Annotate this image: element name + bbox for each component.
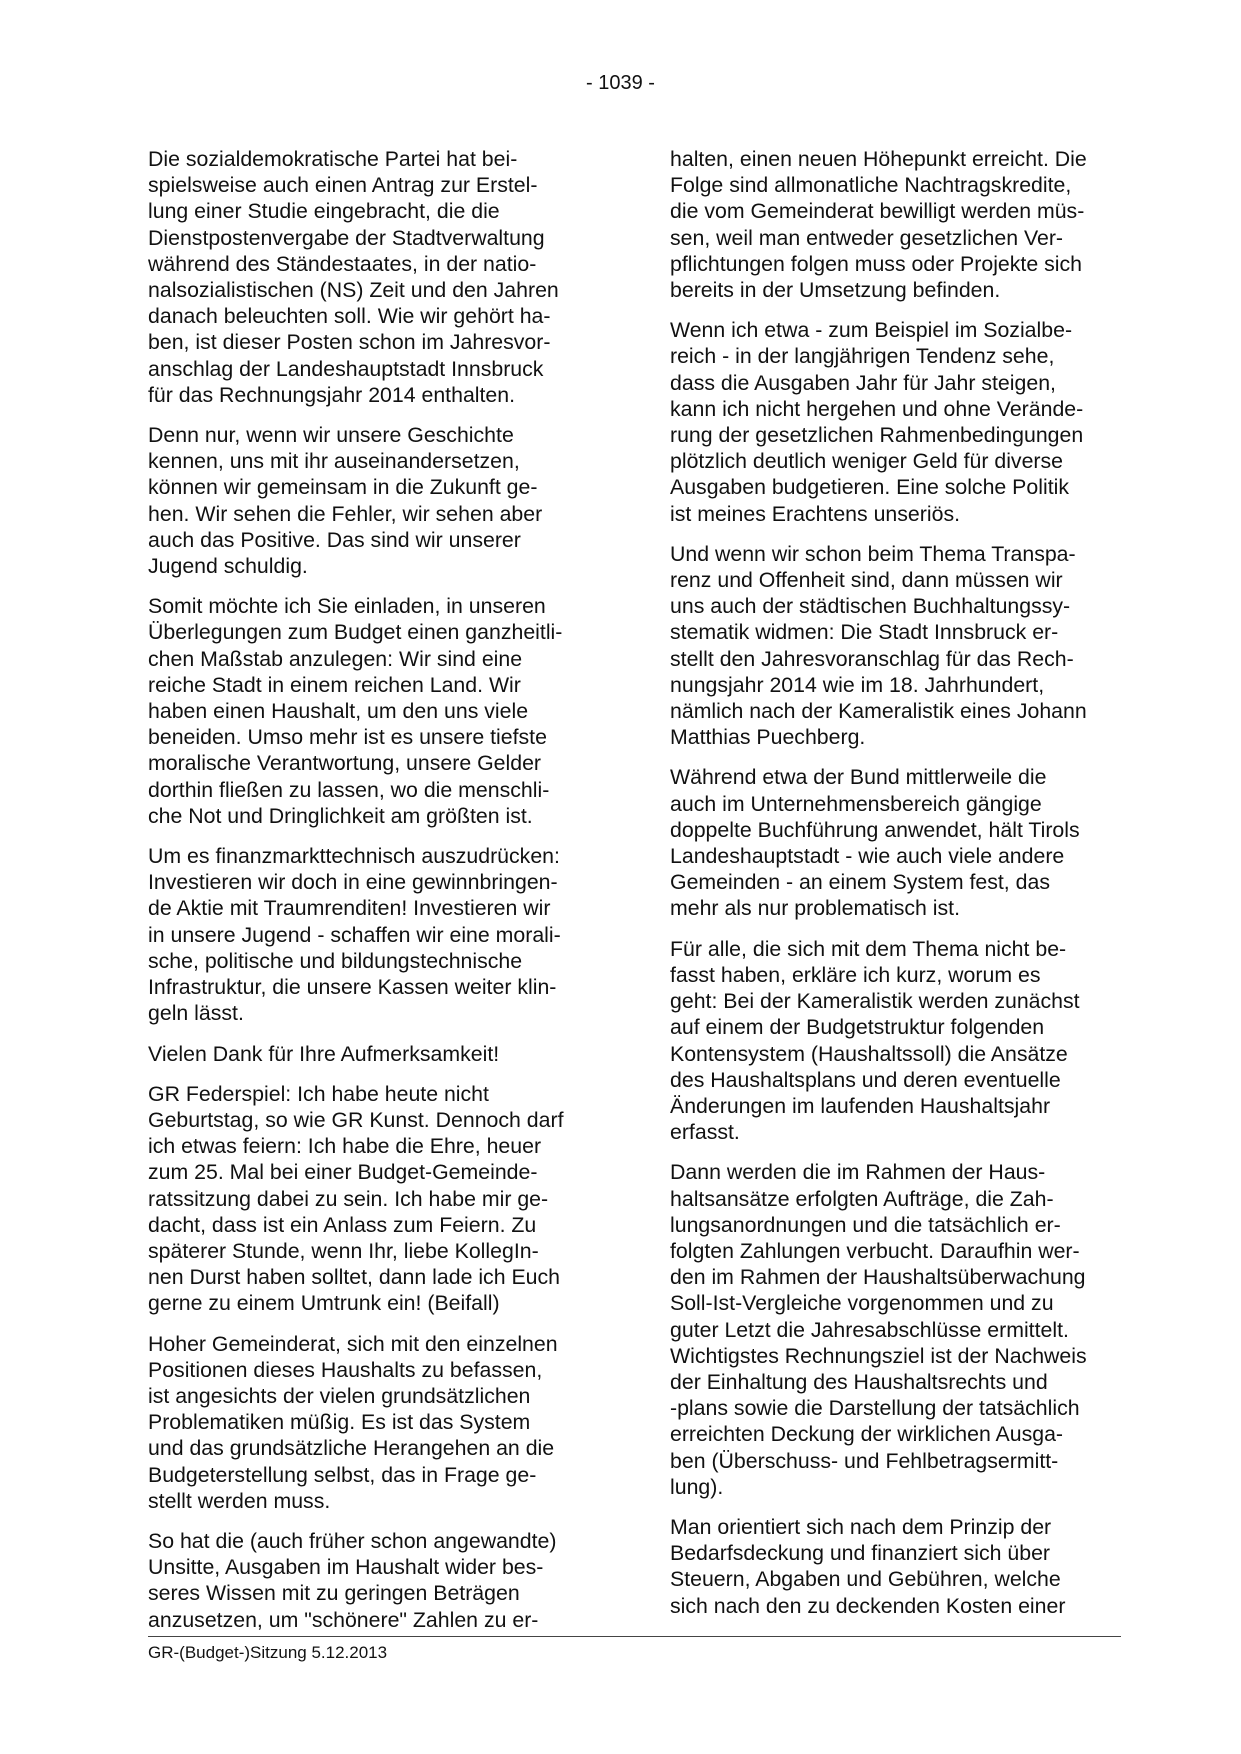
- text-line: können wir gemeinsam in die Zukunft ge-: [148, 475, 538, 500]
- text-line: Um es finanzmarkttechnisch auszudrücken:: [148, 844, 560, 869]
- text-line: Für alle, die sich mit dem Thema nicht be-: [670, 936, 1067, 961]
- text-line: Man orientiert sich nach dem Prinzip der: [670, 1514, 1052, 1539]
- text-line: Landeshauptstadt - wie auch viele andere: [670, 844, 1065, 869]
- text-line: Steuern, Abgaben und Gebühren, welche: [670, 1567, 1061, 1592]
- text-line: rung der gesetzlichen Rahmenbedingungen: [670, 423, 1084, 448]
- text-line: hen. Wir sehen die Fehler, wir sehen aber: [148, 501, 543, 526]
- text-line: Positionen dieses Haushalts zu befassen,: [148, 1357, 543, 1382]
- text-line: lung einer Studie eingebracht, die die: [148, 199, 500, 224]
- text-line: den im Rahmen der Haushaltsüberwachung: [670, 1265, 1086, 1290]
- text-line: Dann werden die im Rahmen der Haus-: [670, 1160, 1046, 1185]
- text-line: Bedarfsdeckung und finanziert sich über: [670, 1541, 1051, 1566]
- text-line: Problematiken müßig. Es ist das System: [148, 1410, 531, 1435]
- text-line: Änderungen im laufenden Haushaltsjahr: [670, 1093, 1051, 1118]
- text-line: ben, ist dieser Posten schon im Jahresvor-: [148, 330, 551, 355]
- text-line: nungsjahr 2014 wie im 18. Jahrhundert,: [670, 672, 1045, 697]
- text-line: Denn nur, wenn wir unsere Geschichte: [148, 423, 514, 448]
- text-line: bereits in der Umsetzung befinden.: [670, 278, 1001, 303]
- text-line: lung).: [670, 1474, 724, 1499]
- text-line: Budgeterstellung selbst, das in Frage ge-: [148, 1462, 537, 1487]
- text-line: späterer Stunde, wenn Ihr, liebe KollegIn-: [148, 1238, 539, 1263]
- paragraph: [670, 541, 1108, 751]
- text-line: für das Rechnungsjahr 2014 enthalten.: [148, 382, 516, 407]
- text-line: de Aktie mit Traumrenditen! Investieren wir: [148, 896, 551, 921]
- paragraph: [670, 1514, 1108, 1619]
- text-line: erreichten Deckung der wirklichen Ausga-: [670, 1422, 1064, 1447]
- text-line: ben (Überschuss- und Fehlbetragsermitt-: [670, 1448, 1059, 1473]
- paragraph: [670, 317, 1108, 527]
- text-line: der Einhaltung des Haushaltsrechts und: [670, 1369, 1048, 1394]
- text-line: stellt den Jahresvoranschlag für das Rech-: [670, 646, 1074, 671]
- text-line: Wenn ich etwa - zum Beispiel im Sozialbe-: [670, 318, 1073, 343]
- paragraph: [148, 1041, 586, 1067]
- text-line: dacht, dass ist ein Anlass zum Feiern. Zu: [148, 1212, 537, 1237]
- left-column: [148, 146, 586, 1647]
- text-line: gerne zu einem Umtrunk ein! (Beifall): [148, 1291, 500, 1316]
- text-line: haltsansätze erfolgten Aufträge, die Zah-: [670, 1186, 1054, 1211]
- text-line: geht: Bei der Kameralistik werden zunächst: [670, 989, 1080, 1014]
- text-line: haben einen Haushalt, um den uns viele: [148, 699, 529, 724]
- text-line: geln lässt.: [148, 1001, 244, 1026]
- text-line: Somit möchte ich Sie einladen, in unseren: [148, 594, 546, 619]
- text-line: spielsweise auch einen Antrag zur Erstel-: [148, 173, 538, 198]
- text-line: auch im Unternehmensbereich gängige: [670, 791, 1042, 816]
- paragraph: [670, 1159, 1108, 1500]
- text-line: des Haushaltsplans und deren eventuelle: [670, 1067, 1061, 1092]
- text-line: Die sozialdemokratische Partei hat bei-: [148, 147, 518, 171]
- text-line: sich nach den zu deckenden Kosten einer: [670, 1593, 1066, 1618]
- right-column: [670, 146, 1108, 1633]
- text-line: doppelte Buchführung anwendet, hält Tirols: [670, 817, 1080, 842]
- text-line: nalsozialistischen (NS) Zeit und den Jahren: [148, 278, 559, 303]
- text-line: danach beleuchten soll. Wie wir gehört ha-: [148, 304, 551, 329]
- text-line: Matthias Puechberg.: [670, 725, 866, 750]
- footer-divider: [148, 1636, 1121, 1637]
- text-line: pflichtungen folgen muss oder Projekte sich: [670, 251, 1082, 276]
- text-line: die vom Gemeinderat bewilligt werden müs-: [670, 199, 1085, 224]
- text-line: sen, weil man entweder gesetzlichen Ver-: [670, 225, 1064, 250]
- text-line: chen Maßstab anzulegen: Wir sind eine: [148, 646, 523, 671]
- text-line: auch das Positive. Das sind wir unserer: [148, 527, 521, 552]
- text-line: stematik widmen: Die Stadt Innsbruck er-: [670, 620, 1059, 645]
- text-line: kennen, uns mit ihr auseinandersetzen,: [148, 449, 520, 474]
- text-line: stellt werden muss.: [148, 1488, 331, 1513]
- text-line: seres Wissen mit zu geringen Beträgen: [148, 1581, 520, 1606]
- text-line: Vielen Dank für Ihre Aufmerksamkeit!: [148, 1041, 500, 1066]
- text-line: Ausgaben budgetieren. Eine solche Politik: [670, 475, 1069, 500]
- text-line: dorthin fließen zu lassen, wo die menschli-: [148, 777, 550, 802]
- text-line: Gemeinden - an einem System fest, das: [670, 870, 1050, 895]
- paragraph: [148, 1528, 586, 1633]
- text-line: Soll-Ist-Vergleiche vorgenommen und zu: [670, 1291, 1054, 1316]
- paragraph: [148, 1331, 586, 1514]
- paragraph: [148, 422, 586, 579]
- text-line: während des Ständestaates, in der natio-: [148, 251, 537, 276]
- text-line: lungsanordnungen und die tatsächlich er-: [670, 1212, 1061, 1237]
- paragraph: [670, 936, 1108, 1146]
- text-line: Unsitte, Ausgaben im Haushalt wider bes-: [148, 1555, 544, 1580]
- text-line: reiche Stadt in einem reichen Land. Wir: [148, 672, 521, 697]
- page-number: - 1039 -: [586, 72, 655, 94]
- text-line: Hoher Gemeinderat, sich mit den einzelnen: [148, 1331, 558, 1356]
- text-line: Folge sind allmonatliche Nachtragskredite,: [670, 173, 1072, 198]
- text-line: Jugend schuldig.: [148, 554, 308, 579]
- paragraph: [148, 593, 586, 829]
- text-line: uns auch der städtischen Buchhaltungssy-: [670, 594, 1071, 619]
- text-line: Und wenn wir schon beim Thema Transpa-: [670, 541, 1076, 566]
- text-line: GR Federspiel: Ich habe heute nicht: [148, 1081, 489, 1106]
- text-line: Wichtigstes Rechnungsziel ist der Nachweis: [670, 1343, 1087, 1368]
- text-line: dass die Ausgaben Jahr für Jahr steigen,: [670, 370, 1056, 395]
- text-line: moralische Verantwortung, unsere Gelder: [148, 751, 542, 776]
- text-line: che Not und Dringlichkeit am größten ist.: [148, 803, 533, 828]
- text-line: Dienstpostenvergabe der Stadtverwaltung: [148, 225, 545, 250]
- text-line: mehr als nur problematisch ist.: [670, 896, 960, 921]
- text-line: anzusetzen, um "schönere" Zahlen zu er-: [148, 1607, 539, 1632]
- paragraph: [148, 843, 586, 1026]
- text-line: Infrastruktur, die unsere Kassen weiter klin-: [148, 975, 557, 1000]
- text-line: nämlich nach der Kameralistik eines Johann: [670, 699, 1087, 724]
- text-line: beneiden. Umso mehr ist es unsere tiefste: [148, 725, 547, 750]
- text-line: Investieren wir doch in eine gewinnbringen-: [148, 870, 558, 895]
- text-line: und das grundsätzliche Herangehen an die: [148, 1436, 555, 1461]
- text-line: plötzlich deutlich weniger Geld für diverse: [670, 449, 1064, 474]
- paragraph: [148, 146, 586, 408]
- text-line: ist meines Erachtens unseriös.: [670, 501, 961, 526]
- text-line: guter Letzt die Jahresabschlüsse ermittelt.: [670, 1317, 1069, 1342]
- paragraph: [148, 1081, 586, 1317]
- text-line: kann ich nicht hergehen und ohne Verände-: [670, 396, 1084, 421]
- text-line: halten, einen neuen Höhepunkt erreicht. Die: [670, 147, 1087, 171]
- text-line: -plans sowie die Darstellung der tatsächlich: [670, 1396, 1080, 1421]
- text-line: So hat die (auch früher schon angewandte): [148, 1528, 557, 1553]
- text-line: erfasst.: [670, 1120, 740, 1145]
- text-line: Geburtstag, so wie GR Kunst. Dennoch darf: [148, 1107, 564, 1132]
- text-line: reich - in der langjährigen Tendenz sehe,: [670, 344, 1055, 369]
- text-line: Kontensystem (Haushaltssoll) die Ansätze: [670, 1041, 1068, 1066]
- text-line: Während etwa der Bund mittlerweile die: [670, 765, 1047, 790]
- text-line: ratssitzung dabei zu sein. Ich habe mir ge-: [148, 1186, 549, 1211]
- text-line: ist angesichts der vielen grundsätzlichen: [148, 1383, 531, 1408]
- text-line: folgten Zahlungen verbucht. Daraufhin wer-: [670, 1238, 1080, 1263]
- text-line: nen Durst haben solltet, dann lade ich Euch: [148, 1265, 561, 1290]
- text-line: in unsere Jugend - schaffen wir eine morali-: [148, 922, 561, 947]
- text-line: zum 25. Mal bei einer Budget-Gemeinde-: [148, 1160, 538, 1185]
- paragraph: [670, 146, 1108, 303]
- text-line: Überlegungen zum Budget einen ganzheitli-: [148, 620, 563, 645]
- text-line: sche, politische und bildungstechnische: [148, 948, 523, 973]
- text-line: auf einem der Budgetstruktur folgenden: [670, 1015, 1045, 1040]
- paragraph: [670, 764, 1108, 921]
- footer-session-label: GR-(Budget-)Sitzung 5.12.2013: [148, 1643, 388, 1662]
- text-line: anschlag der Landeshauptstadt Innsbruck: [148, 356, 544, 381]
- text-line: ich etwas feiern: Ich habe die Ehre, heuer: [148, 1134, 542, 1159]
- text-line: renz und Offenheit sind, dann müssen wir: [670, 568, 1063, 593]
- text-line: fasst haben, erkläre ich kurz, worum es: [670, 962, 1041, 987]
